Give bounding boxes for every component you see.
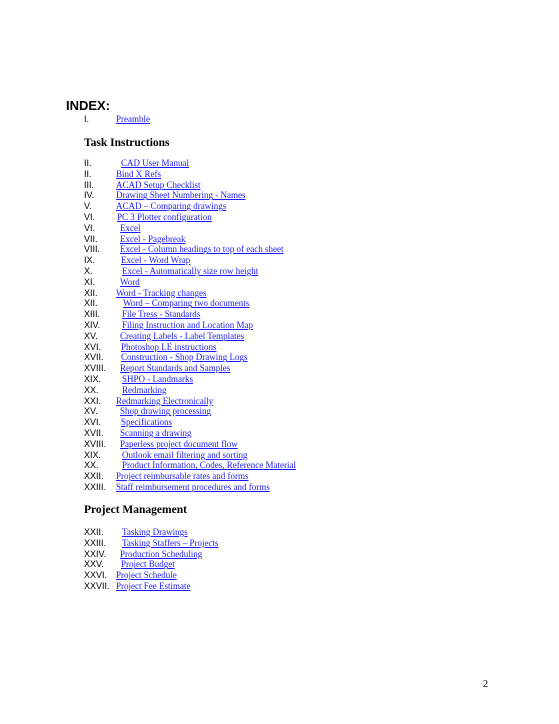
entry-number: XX. <box>84 384 99 395</box>
entry-number: XVI. <box>84 417 102 428</box>
entry-number: VII. <box>84 233 98 244</box>
entry-link[interactable]: Drawing Sheet Numbering - Names <box>116 190 246 201</box>
entry-link[interactable]: Bind X Refs <box>116 168 161 179</box>
entry-link[interactable]: Project Fee Estimate <box>116 581 191 591</box>
entry-link[interactable]: ACAD Setup Checklist <box>116 179 201 190</box>
entry-link[interactable]: Word <box>120 276 140 287</box>
entry-number: XXIII. <box>84 482 107 492</box>
entry-number: II. <box>84 158 92 168</box>
entry-number: X. <box>84 266 93 276</box>
entry-number: XIX. <box>84 374 102 384</box>
entry-number: VIII. <box>84 244 101 255</box>
entry-number: XIX. <box>84 449 102 460</box>
entry-number: XXVI. <box>84 570 108 581</box>
entry-number: XXIV. <box>84 548 107 559</box>
entry-link[interactable]: Excel - Pagebreak <box>120 233 186 244</box>
entry-number: XII. <box>84 287 98 298</box>
entry-number: XX. <box>84 460 99 471</box>
entry-link[interactable]: Project Budget <box>121 559 175 570</box>
index-title: INDEX: <box>66 98 111 113</box>
entry-link[interactable]: Filing Instruction and Location Map <box>122 320 253 330</box>
entry-link[interactable]: CAD User Manual <box>121 158 189 168</box>
entry-link[interactable]: File Tress - Standards <box>122 309 201 320</box>
entry-link[interactable]: Product Information, Codes, Reference Material <box>122 460 296 471</box>
entry-link[interactable]: Report Standards and Samples <box>120 363 231 374</box>
entry-link[interactable]: Staff reimbursement procedures and forms <box>116 482 270 492</box>
entry-number: XXI. <box>84 395 102 406</box>
entry-link[interactable]: Redmarking Electronically <box>116 395 214 406</box>
entry-link[interactable]: Tasking Staffers – Projects <box>122 537 219 548</box>
entry-link[interactable]: Excel - Automatically size row height <box>122 266 259 276</box>
entry-link[interactable]: Project reimbursable rates and forms <box>116 471 249 482</box>
entry-number: IV. <box>84 190 95 201</box>
entry-number: XVIII. <box>84 438 107 449</box>
entry-link[interactable]: Excel - Column headings to top of each sheet <box>120 244 284 255</box>
entry-link[interactable]: Creating Labels - Label Templates <box>120 330 245 341</box>
entry-link[interactable]: ACAD – Comparing drawings <box>116 201 227 212</box>
entry-number: XIV. <box>84 320 101 330</box>
entry-number: XI. <box>84 276 96 287</box>
section-heading-project-management: Project Management <box>84 504 187 516</box>
entry-number: IX. <box>84 255 96 266</box>
entry-link[interactable]: Redmarking <box>122 384 167 395</box>
entry-number: XVII. <box>84 352 104 363</box>
entry-number: XII. <box>84 298 98 309</box>
entry-number: III. <box>84 179 95 190</box>
entry-number: VI. <box>84 212 96 222</box>
entry-number: XXV. <box>84 559 104 570</box>
entry-link[interactable]: Shop drawing processing <box>120 406 211 417</box>
entry-number: I. <box>84 114 90 124</box>
entry-link[interactable]: SHPO - Landmarks <box>122 374 193 384</box>
entry-number: XVI. <box>84 341 102 352</box>
entry-number: V. <box>84 201 92 212</box>
entry-link[interactable]: Scanning a drawing <box>120 428 192 438</box>
entry-link[interactable]: Production Scheduling <box>120 548 203 559</box>
entry-link[interactable]: Word - Tracking changes <box>116 287 207 298</box>
entry-number: XIII. <box>84 309 101 320</box>
entry-link[interactable]: PC 3 Plotter configuration <box>117 212 212 222</box>
entry-number: II. <box>84 168 92 179</box>
entry-number: VI. <box>84 222 96 233</box>
entry-number: XV. <box>84 406 98 417</box>
page-number: 2 <box>483 679 488 690</box>
entry-number: XXVII. <box>84 581 110 591</box>
entry-link[interactable]: Photoshop LE instructions <box>121 341 217 352</box>
entry-number: XXII. <box>84 527 104 537</box>
entry-number: XXIII. <box>84 537 107 548</box>
entry-link[interactable]: Excel <box>120 222 141 233</box>
entry-number: XXII. <box>84 471 104 482</box>
entry-link[interactable]: Tasking Drawings <box>122 527 188 537</box>
entry-link[interactable]: Specifications <box>121 417 172 428</box>
entry-number: XVIII. <box>84 363 107 374</box>
entry-link[interactable]: Project Schedule <box>116 570 177 581</box>
entry-link[interactable]: Outlook email filtering and sorting <box>122 449 248 460</box>
entry-link[interactable]: Excel - Word Wrap <box>121 255 191 266</box>
entry-link[interactable]: Word – Comparing two documents <box>123 298 250 309</box>
preamble-link[interactable]: Preamble <box>116 114 150 124</box>
entry-number: XVII. <box>84 428 104 438</box>
section-heading-task-instructions: Task Instructions <box>84 137 170 149</box>
entry-link[interactable]: Paperless project document flow <box>120 438 238 449</box>
entry-number: XV. <box>84 330 98 341</box>
entry-link[interactable]: Construction - Shop Drawing Logs <box>121 352 248 363</box>
